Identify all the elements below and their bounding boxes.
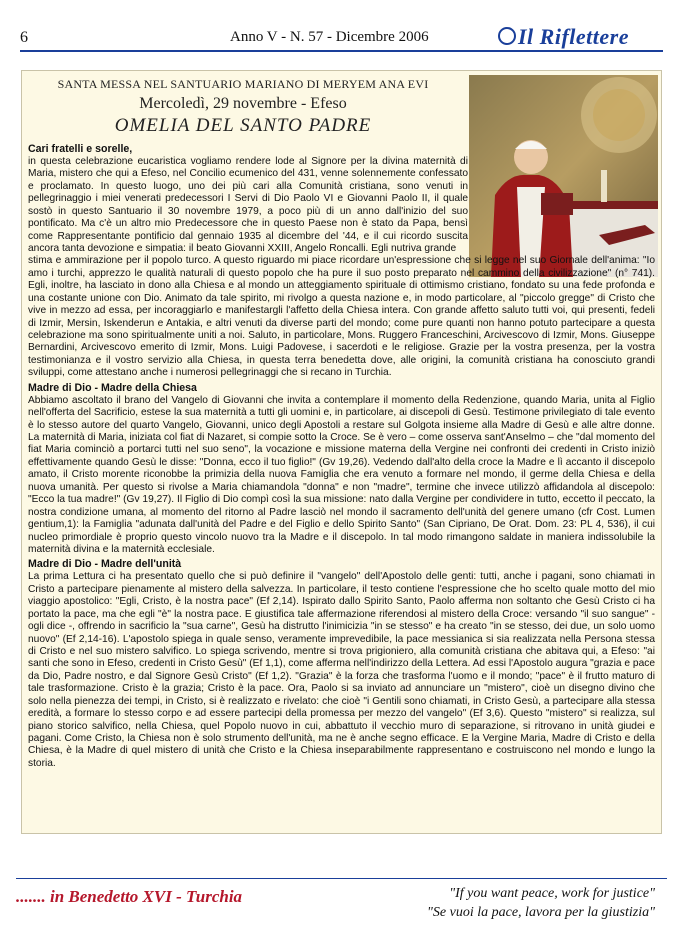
issue-info: Anno V - N. 57 - Dicembre 2006 (230, 29, 429, 45)
event-title: SANTA MESSA NEL SANTUARIO MARIANO DI MERYEM ANA EVI (57, 77, 429, 91)
salutation: Cari fratelli e sorelle, (28, 143, 133, 155)
section-heading-unita: Madre di Dio - Madre dell'unità (28, 558, 182, 571)
article-heading: OMELIA DEL SANTO PADRE (114, 115, 372, 136)
article-titles (24, 77, 462, 137)
logo-text: Il Riflettere (518, 24, 629, 49)
header-rule (20, 50, 663, 52)
magazine-logo (498, 24, 629, 50)
section-heading-chiesa: Madre di Dio - Madre della Chiesa (28, 381, 197, 394)
page-number: 6 (20, 29, 28, 46)
footer-quote-italian: "Se vuoi la pace, lavora per la giustizia" (427, 905, 655, 920)
footer-quote-english: "If you want peace, work for justice" (449, 886, 655, 901)
paragraph-unita: La prima Lettura ci ha presentato quello che si può definire il "vangelo" dell'Apostolo delle genti: tutti, anche i pagani, sono chiamati in Cristo a partecipare pienamente al mistero della salvezza. In particolare, il testo contiene l'espressione che ho scelto quale motto del mio viaggio apostolico: "Egli, Cristo, è la nostra pace" (Ef 2,14). Ispirato dallo Spirito Santo, Paolo afferma non soltanto che Gesù Cristo ci ha portato la pace, ma che egli "è" la nostra pace. E giustifica tale affermazione riferendosi al mistero della Croce: versando "il suo sangue" - ogli dice -, offrendo in sacrificio la "sua carne", Gesù ha distrutto l'inimicizia "in se stesso" e ha creato "in se stesso, dei due, un solo uomo nuovo" (Ef 2,14-16). L'apostolo spiega in quale senso, veramente imprevedibile, la pace messianica si sia realizzata nella Persona stessa di Cristo e nel suo mistero salvifico. Lo spiega scrivendo, mentre si trova prigioniero, alla comunità cristiana che abitava qui, a Efeso: "ai santi che sono in Efeso, credenti in Cristo Gesù" (Ef 1,1), come afferma nell'indirizzo della Lettera. Ad essi l'Apostolo augura "grazia e pace da Dio, Padre nostro, e dal Signore Gesù Cristo" (Ef 1,2). "Grazia" è la forza che trasforma l'uomo e il mondo; "pace" è il frutto maturo di tale trasformazione. Cristo è la grazia; Cristo è la pace. Ora, Paolo si sa inviato ad annunciare un "mistero", cioè un disegno divino che solo nella pienezza dei tempi, in Cristo, si è realizzato e rivelato: che cioè "i Gentili sono chiamati, in Cristo Gesù, a partecipare alla stessa eredità, a formare lo stesso corpo e ad essere partecipi della promessa per mezzo del vangelo" (Ef 3,6). Questo "mistero" si realizza, sul piano storico salvifico, nella Chiesa, quel Popolo nuovo in cui, abbattuto il vecchio muro di separazione, si ritrovano in unità giudei e pagani. Come Cristo, la Chiesa non è solo strumento dell'unità, ma ne è anche segno efficace. E la Vergine Maria, Madre di Cristo e della Chiesa, è la Madre di quel mistero di unità che Cristo e la Chiesa inseparabilmente rappresentano e costruiscono nel mondo e lungo la storia. (28, 571, 655, 769)
event-date: Mercoledì, 29 novembre - Efeso (139, 95, 347, 112)
paragraph-intro: in questa celebrazione eucaristica vogliamo rendere lode al Signore per la divina maternità di Maria, mistero che qui a Efeso, nel Concilio ecumenico del 431, venne solennemente confessato e proclamato. In questo luogo, uno dei più cari alla Comunità cristiana, sono venuti in pellegrinaggio i miei venerati predecessori I Servi di Dio Paolo VI e Giovanni Paolo II, il quale sostò in questo Santuario il 30 novembre 1979, a poco più di un anno dall'inizio del suo pontificato. Ma c'è un altro mio Predecessore che in questo Paese non è stato da Papa, bensì come Rappresentante pontificio dal gennaio 1935 al dicembre del '44, e il cui ricordo suscita ancora tanta devozione e simpatia: il beato Giovanni XXIII, Angelo Roncalli. Egli nutriva grande (28, 155, 468, 254)
paragraph-chiesa: Abbiamo ascoltato il brano del Vangelo di Giovanni che invita a contemplare il momento della Redenzione, quando Maria, unita al Figlio nell'offerta del Sacrificio, estese la sua maternità a tutti gli uomini e, in particolare, ai discepoli di Gesù. Testimone privilegiato di tale evento è lo stesso autore del quarto Vangelo, Giovanni, unico degli Apostoli a restare sul Golgota insieme alla Madre di Gesù e alle altre donne. La maternità di Maria, iniziata col fiat di Nazaret, si compie sotto la Croce. Se è vero – come osserva sant'Anselmo – che "dal momento del fiat Maria cominciò a portarci tutti nel suo seno", la vocazione e missione materna della Vergine nei confronti dei credenti in Cristo iniziò effettivamente quando Gesù le disse: "Donna, ecco il tuo figlio!" (Gv 19,26). Vedendo dall'alto della croce la Madre e lì accanto il discepolo amato, il Cristo morente riconobbe la primizia della nuova Famiglia che era venuto a formare nel mondo, il germe della Chiesa e della nuova umanità. Per questo si rivolse a Maria chiamandola "donna" e non "madre", termine che invece utilizzò affidandola al discepolo: "Ecco la tua madre!" (Gv 19,27). Il Figlio di Dio compì così la sua missione: nato dalla Vergine per condividere in tutto, eccetto il peccato, la nostra condizione umana, al momento del ritorno al Padre lasciò nel mondo il sacramento dell'unità del genere umano (cfr Cost. Lumen gentium,1): la Famiglia "adunata dall'unità del Padre e del Figlio e dello Spirito Santo" (San Cipriano, De Orat. Dom. 23: PL 4, 536), il cui nucleo primordiale è proprio questo vincolo nuovo tra la Madre e il discepolo. In tal modo rimangono saldate in maniera indissolubile la maternità divina e la maternità ecclesiale. (28, 394, 655, 555)
logo-ring-icon (498, 27, 516, 45)
article-body (28, 143, 655, 770)
footer-rule (16, 878, 667, 879)
footer-series-title: ....... in Benedetto XVI - Turchia (16, 887, 243, 906)
paragraph-intro-cont: stima e ammirazione per il popolo turco. A questo riguardo mi piace ricordare un'espressione che si legge nel suo Giornale dell'anima: "Io amo i turchi, apprezzo le qualità naturali di questo popolo che ha pure il suo posto preparato nel cammino della civilizzazione" (n° 741). Egli, inoltre, ha lasciato in dono alla Chiesa e al mondo un atteggiamento spirituale di ottimismo cristiano, fondato su una fede profonda e una costante unione con Dio. Animato da tale spirito, mi rivolgo a questa nazione e, in modo particolare, al "piccolo gregge" di Cristo che vive in mezzo ad essa, per incoraggiarlo e manifestargli l'affetto della Chiesa intera. Con grande affetto saluto tutti voi, qui presenti, fedeli di Izmir, Mersin, Iskenderun e Antakia, e altri venuti da diverse parti del mondo; come pure quanti non hanno potuto partecipare a questa celebrazione ma sono spiritualmente uniti a noi. Saluto, in particolare, Mons. Ruggero Franceschini, Arcivescovo di Izmir, Mons. Giuseppe Bernardini, Arcivescovo emerito di Izmir, Mons. Luigi Padovese, i sacerdoti e le religiose. Grazie per la vostra presenza, per la vostra testimonianza e il vostro servizio alla Chiesa, in questa terra benedetta dove, alle origini, la comunità cristiana ha conosciuto grandi sviluppi, come attestano anche i numerosi pellegrinaggi che si recano in Turchia. (28, 255, 655, 379)
